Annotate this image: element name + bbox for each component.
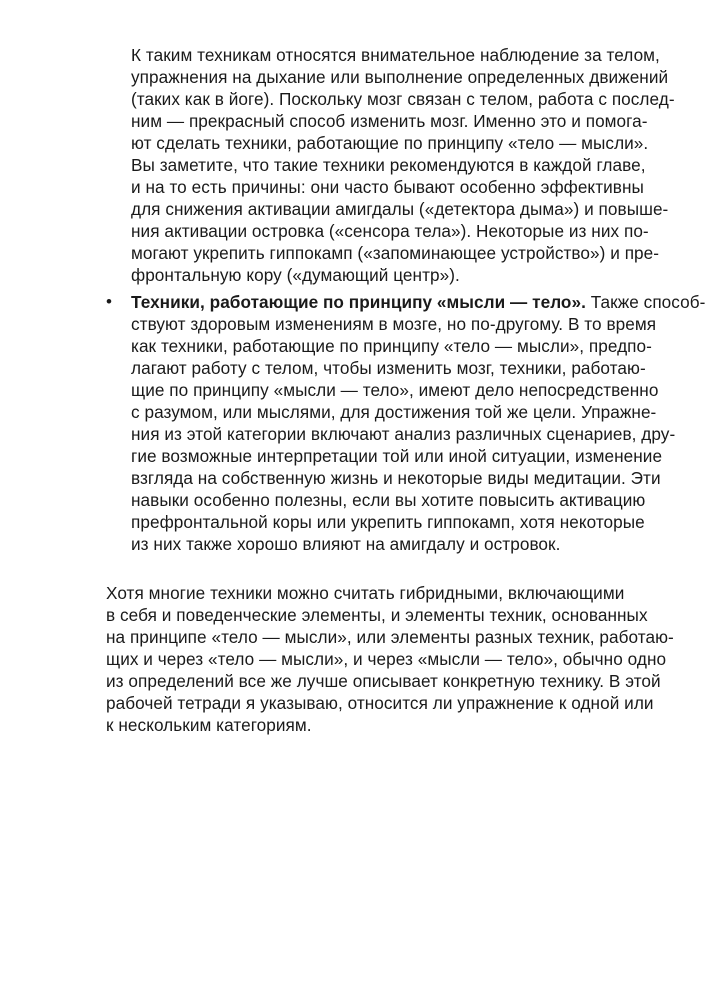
- bullet-line: лагают работу с телом, чтобы изменить мозг, техники, работаю-: [131, 358, 646, 378]
- paragraph-line: к нескольким категориям.: [106, 715, 312, 735]
- paragraph-line: из определений все же лучше описывает конкретную технику. В этой: [106, 671, 661, 691]
- paragraph-line: в себя и поведенческие элементы, и элементы техник, основанных: [106, 605, 648, 625]
- paragraph-line: для снижения активации амигдалы («детектора дыма») и повыше-: [131, 199, 669, 219]
- bullet-line: щие по принципу «мысли — тело», имеют дело непосредственно: [131, 380, 659, 400]
- paragraph-line: ния активации островка («сенсора тела»). Некоторые из них по-: [131, 221, 649, 241]
- bullet-line: с разумом, или мыслями, для достижения той же цели. Упражне-: [131, 402, 657, 422]
- bullet-line: взгляда на собственную жизнь и некоторые виды медитации. Эти: [131, 468, 661, 488]
- paragraph-line: К таким техникам относятся внимательное наблюдение за телом,: [131, 45, 660, 65]
- paragraph-line: упражнения на дыхание или выполнение определенных движений: [131, 67, 669, 87]
- paragraph-line: могают укрепить гиппокамп («запоминающее устройство») и пре-: [131, 243, 660, 263]
- bullet-line: из них также хорошо влияют на амигдалу и островок.: [131, 534, 561, 554]
- bullet-first-line-rest: Также способ-: [585, 292, 706, 312]
- paragraph-line: щих и через «тело — мысли», и через «мысли — тело», обычно одно: [106, 649, 667, 669]
- bullet-first-line: [131, 291, 705, 313]
- bullet-line: ствуют здоровым изменениям в мозге, но по-другому. В то время: [131, 314, 657, 334]
- paragraph-line: фронтальную кору («думающий центр»).: [131, 265, 460, 285]
- bullet-line: ния из этой категории включают анализ различных сценариев, дру-: [131, 424, 676, 444]
- paragraph-line: Хотя многие техники можно считать гибридными, включающими: [106, 583, 625, 603]
- bullet-line: навыки особенно полезны, если вы хотите повысить активацию: [131, 490, 646, 510]
- bullet-bold-lead: Техники, работающие по принципу «мысли — тело».: [131, 292, 586, 312]
- bullet-line: префронтальной коры или укрепить гиппокамп, хотя некоторые: [131, 512, 645, 532]
- bullet-line: как техники, работающие по принципу «тело — мысли», предпо-: [131, 336, 652, 356]
- paragraph-line: (таких как в йоге). Поскольку мозг связан с телом, работа с послед-: [131, 89, 675, 109]
- paragraph-line: на принципе «тело — мысли», или элементы разных техник, работаю-: [106, 627, 674, 647]
- bullet-line: гие возможные интерпретации той или иной ситуации, изменение: [131, 446, 663, 466]
- paragraph-line: ют сделать техники, работающие по принципу «тело — мысли».: [131, 133, 649, 153]
- paragraph-line: ним — прекрасный способ изменить мозг. Именно это и помога-: [131, 111, 648, 131]
- paragraph-line: рабочей тетради я указываю, относится ли упражнение к одной или: [106, 693, 654, 713]
- paragraph-line: и на то есть причины: они часто бывают особенно эффективны: [131, 177, 644, 197]
- bullet-marker: •: [106, 292, 112, 311]
- paragraph-line: Вы заметите, что такие техники рекомендуются в каждой главе,: [131, 155, 646, 175]
